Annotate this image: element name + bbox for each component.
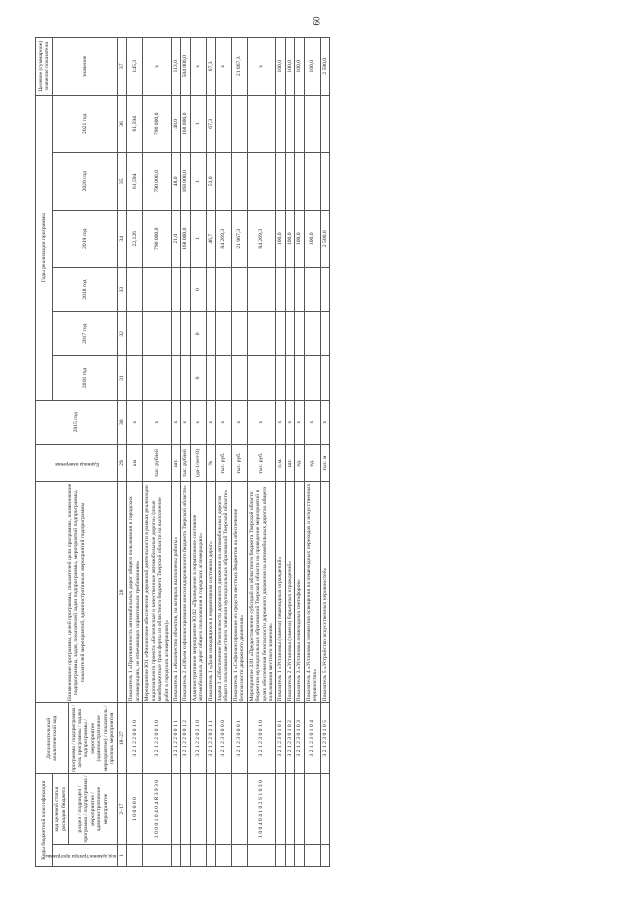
unit-cell: п.м. <box>276 444 285 482</box>
year-2017-cell <box>295 312 304 356</box>
budget-code-cell <box>216 774 232 845</box>
extra-code-cell: 3 2 1 2 2 0 0 1 1 <box>171 703 180 774</box>
extra-code-cell: 3 2 1 2 3 0 1 0 5 <box>320 703 329 774</box>
year-2019-header: 2019 год <box>53 210 118 267</box>
year-2020-cell <box>247 153 276 210</box>
budget-table-sheet <box>35 37 605 867</box>
target-cell: 100,0 <box>276 38 285 96</box>
year2015-cell: х <box>320 400 329 444</box>
budget-code-cell <box>206 774 215 845</box>
extra-codes-header: Дополнительный аналитический код <box>36 703 69 774</box>
year-2020-cell: 61,594 <box>127 153 143 210</box>
year-2019-cell: 168 000,0 <box>181 210 190 267</box>
year-2021-cell: 168 000,0 <box>181 95 190 153</box>
budget-code-cell <box>181 774 190 845</box>
year-2021-header: 2021 год <box>53 95 118 153</box>
name-cell: Показатель 1 «Доля находящихся в нормативном состоянии дорог» <box>206 482 215 703</box>
budget-code-cell <box>190 774 206 845</box>
year-2017-cell <box>181 312 190 356</box>
name-cell: Показатель 1 «Софинансирование из средств местных бюджетов на обеспечение безопасности дорожного движения» <box>231 482 247 703</box>
target-cell: х <box>190 38 206 96</box>
budget-code-cell: 1 0 0 0 1 0 4 0 4 R 3 9 3 0 <box>143 774 172 845</box>
row-index <box>247 844 276 866</box>
year-2018-header: 2018 год <box>53 268 118 312</box>
year-2017-cell <box>143 312 172 356</box>
year-2021-cell: 790 000,0 <box>143 95 172 153</box>
year-2019-cell: 100,0 <box>295 210 304 267</box>
year-2020-cell <box>320 153 329 210</box>
years-group-header: Годы реализации программы <box>36 95 53 400</box>
year-2020-cell <box>276 153 285 210</box>
year-2020-cell: 168 000,0 <box>181 153 190 210</box>
row-index <box>231 844 247 866</box>
target-cell: 21 067,3 <box>231 38 247 96</box>
year-2020-cell <box>285 153 294 210</box>
year-2019-cell: 21 067,3 <box>231 210 247 267</box>
name-cell: Задача 3 «Обеспечение безопасности дорожного движения на автомобильных дорогах общего пользования местного значения муниципальных образований Тверской области» <box>216 482 232 703</box>
extra-code-cell: 3 2 1 2 3 0 1 0 2 <box>285 703 294 774</box>
extra-code-cell: 3 2 1 2 2 0 2 1 1 <box>206 703 215 774</box>
year-2019-cell: 100,0 <box>304 210 320 267</box>
col-number: 28 <box>118 482 127 703</box>
year2015-cell: х <box>206 400 215 444</box>
table-row <box>304 38 320 867</box>
budget-code-cell: 1 0 0 0 0 0 <box>127 774 143 845</box>
table-row <box>181 38 190 867</box>
extra-code-cell: 3 2 1 2 2 0 0 1 2 <box>181 703 190 774</box>
year-2018-cell: 0 <box>190 268 206 312</box>
year-2016-cell <box>181 356 190 400</box>
col-number: 33 <box>118 268 127 312</box>
year-2017-cell <box>231 312 247 356</box>
budget-code-cell <box>276 774 285 845</box>
name-cell: Мероприятие Ю1 «Финансовое обеспечение дорожной деятельности в рамках реализации национального проекта «Безопасные и качественные автомобильные дороги» (иные межбюджетные трансферты из областного бюджета Тверской области на выполнение работ в городских агломерациях)» <box>143 482 172 703</box>
year-2016-cell <box>143 356 172 400</box>
year-2021-cell: 48,0 <box>171 95 180 153</box>
year-2017-cell: 0 <box>190 312 206 356</box>
target-cell: 2 500,0 <box>320 38 329 96</box>
year-2019-cell: 2 500,0 <box>320 210 329 267</box>
col-number: 30 <box>118 400 127 444</box>
year-2021-cell <box>285 95 294 153</box>
year-2020-cell <box>304 153 320 210</box>
row-index <box>190 844 206 866</box>
page-number: 60 <box>311 16 322 26</box>
unit-cell: тыс. руб. <box>216 444 232 482</box>
year2015-cell: х <box>304 400 320 444</box>
year-2019-cell: 84 269,3 <box>247 210 276 267</box>
budget-code-cell: 1 0 0 4 0 4 1 0 2 S 1 0 3 0 <box>247 774 276 845</box>
name-cell: Показатель 3 «Установка пешеходных светофоров» <box>295 482 304 703</box>
row-index <box>171 844 180 866</box>
year2015-cell: х <box>143 400 172 444</box>
target-cell: х <box>216 38 232 96</box>
unit-cell: ед. <box>304 444 320 482</box>
col-number: 34 <box>118 210 127 267</box>
extra-code-cell: 3 2 1 2 3 0 1 0 1 <box>276 703 285 774</box>
year-2016-cell <box>206 356 215 400</box>
target-cell: 67,3 <box>206 38 215 96</box>
target-cell: 113,0 <box>171 38 180 96</box>
year-2020-cell <box>231 153 247 210</box>
col-number: 36 <box>118 95 127 153</box>
table-row <box>171 38 180 867</box>
name-cell: Показатель 2 «Объем софинансирования консолидированного бюджета Тверской области» <box>181 482 190 703</box>
year2015-cell: х <box>231 400 247 444</box>
unit-cell: тыс. рублей <box>143 444 172 482</box>
unit-cell: шт. <box>171 444 180 482</box>
name-cell: Показатель 5 «Устройство искусственных неровностей» <box>320 482 329 703</box>
row-index <box>143 844 172 866</box>
program-table <box>35 37 330 867</box>
year-2016-cell <box>295 356 304 400</box>
year-2018-cell <box>143 268 172 312</box>
row-index <box>304 844 320 866</box>
col-number-range: 18–27 <box>118 703 127 774</box>
year-2021-cell <box>276 95 285 153</box>
target-cell: 100,0 <box>304 38 320 96</box>
year-2019-cell: 1 <box>190 210 206 267</box>
row-index <box>127 844 143 866</box>
year-2016-cell <box>320 356 329 400</box>
year-2017-cell <box>320 312 329 356</box>
year-2021-cell <box>295 95 304 153</box>
year2015-cell: х <box>127 400 143 444</box>
year-2017-cell <box>216 312 232 356</box>
year-2020-cell: 48,0 <box>171 153 180 210</box>
year-2019-cell: 100,0 <box>276 210 285 267</box>
year-2018-cell <box>247 268 276 312</box>
target-cell: 145,3 <box>127 38 143 96</box>
budget-sub-header: код целевой статьи расходов бюджета <box>53 774 69 845</box>
year-2019-cell: 84 269,3 <box>216 210 232 267</box>
budget-code-cell <box>304 774 320 845</box>
year-2016-cell <box>127 356 143 400</box>
target-cell: 100,0 <box>285 38 294 96</box>
name-cell: Показатель 4 «Установка элементов освещения на пешеходных переходах и искусственных неровностях» <box>305 483 319 702</box>
year-2020-header: 2020 год <box>53 153 118 210</box>
name-cell: Показатель 1 «Протяженность автомобильных дорог общего пользования в городских агломерациях, не отвечающих нормативным требованиям» <box>127 482 143 703</box>
budget-code-cell <box>295 774 304 845</box>
year-2019-cell: 21,0 <box>171 210 180 267</box>
unit-cell: шт. <box>285 444 294 482</box>
row-index <box>276 844 285 866</box>
name-cell: Показатель 1 «Установка (замена) пешеходных ограждений» <box>276 482 285 703</box>
budget-code-cell <box>231 774 247 845</box>
year-2018-cell <box>231 268 247 312</box>
col-number: 35 <box>118 153 127 210</box>
year-2016-cell <box>304 356 320 400</box>
year2015-cell: х <box>216 400 232 444</box>
table-row <box>285 38 294 867</box>
year2015-cell: х <box>285 400 294 444</box>
extra-code-cell: 3 2 1 2 3 0 0 0 1 <box>231 703 247 774</box>
year-2018-cell <box>206 268 215 312</box>
unit-cell: тыс. м <box>320 444 329 482</box>
target-cell: х <box>247 38 276 96</box>
year-2020-cell: 53,0 <box>206 153 215 210</box>
year-2018-cell <box>304 268 320 312</box>
column-number-row <box>118 38 127 867</box>
year-2016-cell <box>285 356 294 400</box>
year-2017-cell <box>127 312 143 356</box>
year-2017-cell <box>276 312 285 356</box>
unit-cell: км <box>127 444 143 482</box>
row-index <box>320 844 329 866</box>
row-index <box>285 844 294 866</box>
year2015-header: 2015 год <box>36 400 118 444</box>
year-2016-cell <box>247 356 276 400</box>
year-2021-cell: 61,594 <box>127 95 143 153</box>
row-index <box>206 844 215 866</box>
year-2019-cell: 790 000,0 <box>143 210 172 267</box>
table-body <box>127 38 330 867</box>
col-number: 29 <box>118 444 127 482</box>
extra-code-cell: 3 2 1 2 2 0 0 1 0 <box>127 703 143 774</box>
unit-cell: тыс. руб. <box>231 444 247 482</box>
table-row <box>143 38 172 867</box>
year-2018-cell <box>285 268 294 312</box>
row-index <box>295 844 304 866</box>
year-2018-cell <box>127 268 143 312</box>
name-cell: Показатель 1 «Количество объектов, на которых выполнены работы» <box>171 482 180 703</box>
year2015-cell: х <box>181 400 190 444</box>
col-number: 31 <box>118 356 127 400</box>
target-sub-header: значение <box>53 38 118 96</box>
year-2019-cell: 100,0 <box>285 210 294 267</box>
year-2021-cell <box>216 95 232 153</box>
table-row <box>295 38 304 867</box>
year-2018-cell <box>181 268 190 312</box>
extra-code-cell: 3 2 1 2 2 0 2 1 0 <box>190 703 206 774</box>
name-header: Наименование программы, целей программы, показателей цели программы, наименование подпрограммы, задач, показателей задач подпрограммы, мероприятий подпрограммы, показателей мероприятий, административных мероприятий подпрограммы <box>36 482 118 703</box>
target-header: Целевое (суммарное) значение показателя <box>36 38 53 96</box>
year-2016-cell <box>216 356 232 400</box>
col-number: 1 <box>118 844 127 866</box>
unit-cell: тыс. руб. <box>247 444 276 482</box>
extra-code-cell: 3 2 1 2 3 0 0 1 0 <box>247 703 276 774</box>
budget-cols-header: раздел / подраздел / программа / подпрограмма / мероприятие / административное мероприятие <box>69 774 118 845</box>
year-2017-cell <box>171 312 180 356</box>
target-cell: 100,0 <box>295 38 304 96</box>
year-2018-cell <box>295 268 304 312</box>
year-2016-cell <box>231 356 247 400</box>
year-2020-cell <box>295 153 304 210</box>
table-row <box>276 38 285 867</box>
budget-code-cell <box>285 774 294 845</box>
unit-cell: (да-1/нет-0) <box>190 444 206 482</box>
admin-code-header: код администратора программы <box>53 844 118 866</box>
year-2017-header: 2017 год <box>53 312 118 356</box>
table-row <box>216 38 232 867</box>
table-row <box>190 38 206 867</box>
year-2020-cell: 1 <box>190 153 206 210</box>
budget-code-cell <box>171 774 180 845</box>
year-2016-cell: 0 <box>190 356 206 400</box>
year-2017-cell <box>206 312 215 356</box>
col-number-range: 2–17 <box>118 774 127 845</box>
year-2021-cell <box>320 95 329 153</box>
year-2021-cell <box>231 95 247 153</box>
year-2017-cell <box>247 312 276 356</box>
year-2016-header: 2016 год <box>53 356 118 400</box>
col-number: 32 <box>118 312 127 356</box>
year-2018-cell <box>276 268 285 312</box>
year-2021-cell <box>304 95 320 153</box>
year-2020-cell: 790 000,0 <box>143 153 172 210</box>
year-2016-cell <box>276 356 285 400</box>
row-index <box>216 844 232 866</box>
unit-header: Единица измерения <box>36 444 118 482</box>
budget-code-cell <box>320 774 329 845</box>
year-2018-cell <box>320 268 329 312</box>
row-index <box>181 844 190 866</box>
table-row <box>247 38 276 867</box>
table-row <box>231 38 247 867</box>
unit-cell: % <box>206 444 215 482</box>
year2015-cell: х <box>190 400 206 444</box>
table-row <box>127 38 143 867</box>
year-2018-cell <box>216 268 232 312</box>
extra-code-cell: 3 2 1 2 2 0 0 1 0 <box>143 703 172 774</box>
year-2017-cell <box>285 312 294 356</box>
year2015-cell: х <box>247 400 276 444</box>
target-cell: 504 000,0 <box>181 38 190 96</box>
year-2021-cell <box>247 95 276 153</box>
year2015-cell: х <box>295 400 304 444</box>
year-2021-cell: 1 <box>190 95 206 153</box>
col-number: 37 <box>118 38 127 96</box>
name-cell: Мероприятие 3.01 «Предоставление субсидий из областного бюджета Тверской области бюджетам муниципальных образований Тверской области на проведение мероприятий в целях обеспечения безопасности дорожного движения на автомобильных дорогах общего пользования местного значения» <box>247 482 276 703</box>
extra-code-cell: 3 2 1 2 3 0 0 0 0 <box>216 703 232 774</box>
year-2021-cell: 67,3 <box>206 95 215 153</box>
unit-cell: тыс. рублей <box>181 444 190 482</box>
year-2017-cell <box>304 312 320 356</box>
extra-cols-header: программа / подпрограмма / цель программы / задача подпрограммы / мероприятие (административное мероприятие) / показатель / признак мероприятия <box>69 703 118 774</box>
extra-code-cell: 3 2 1 2 3 0 1 0 4 <box>304 703 320 774</box>
year-2020-cell <box>216 153 232 210</box>
unit-cell: ед. <box>295 444 304 482</box>
year2015-cell: х <box>276 400 285 444</box>
year-2019-cell: 46,7 <box>206 210 215 267</box>
year-2019-cell: 22,126 <box>127 210 143 267</box>
year-2016-cell <box>171 356 180 400</box>
name-cell: Показатель 2 «Установка (замена) барьерных ограждений» <box>285 482 294 703</box>
table-row <box>206 38 215 867</box>
budget-codes-header: Коды бюджетной классификации <box>36 774 53 867</box>
year-2018-cell <box>171 268 180 312</box>
table-row <box>320 38 329 867</box>
name-cell: Административное мероприятие Ю.02 «Приведение в нормативное состояние автомобильных дорог общего пользования в городских агломерациях» <box>190 482 206 703</box>
year2015-cell: х <box>171 400 180 444</box>
extra-code-cell: 3 2 1 2 3 0 1 0 3 <box>295 703 304 774</box>
target-cell: х <box>143 38 172 96</box>
